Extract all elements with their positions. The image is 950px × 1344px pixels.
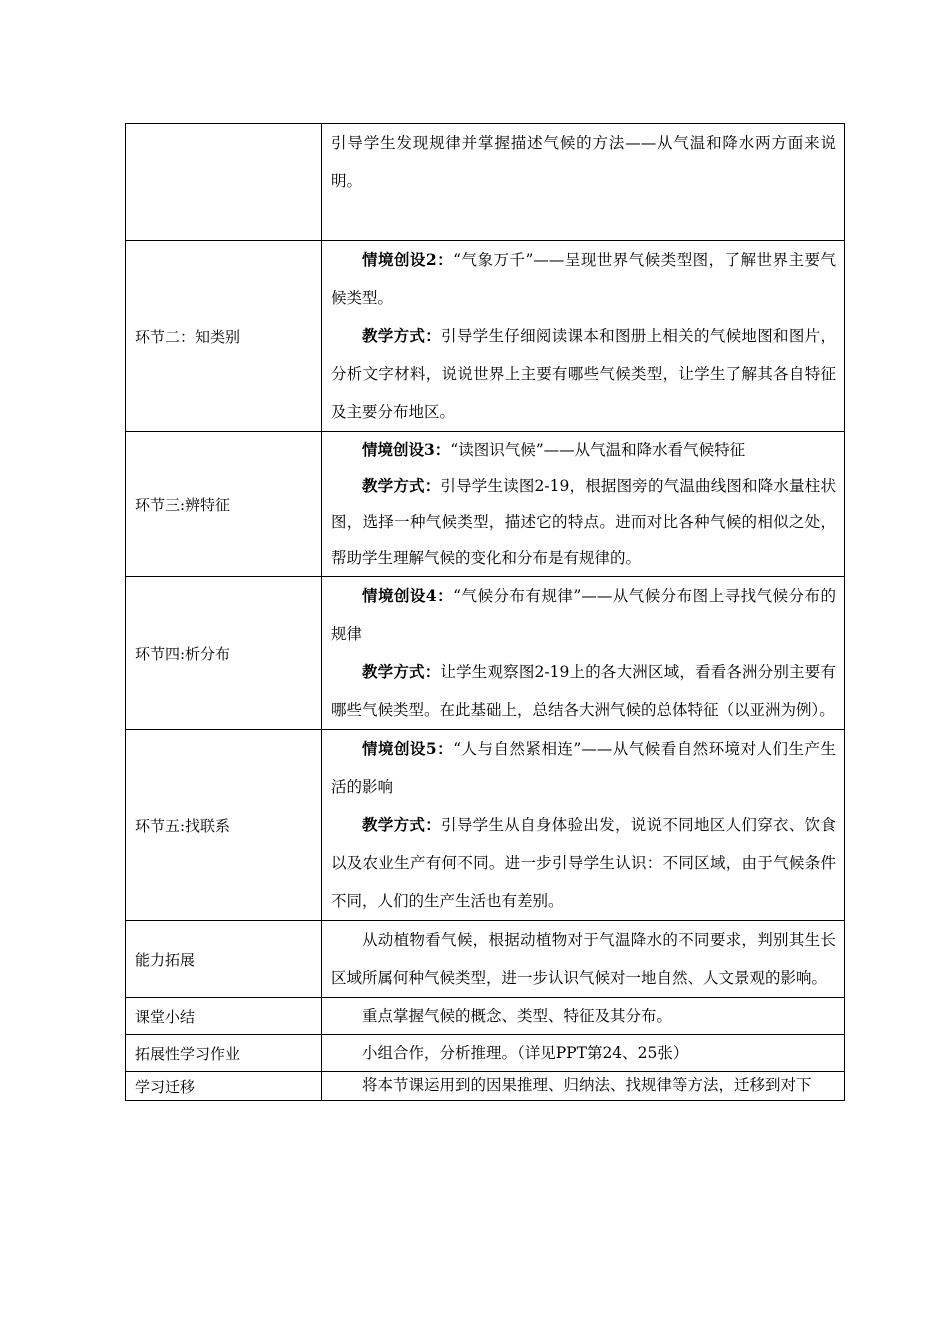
paragraph <box>331 653 836 729</box>
row-content <box>322 1072 845 1101</box>
paragraph-text: “读图识气候”——从气温和降水看气候特征 <box>450 441 746 459</box>
row-content <box>322 241 845 432</box>
paragraph <box>331 124 836 200</box>
row-label: 学习迁移 <box>126 1072 322 1101</box>
row-content <box>322 1035 845 1072</box>
paragraph-text: “气象万千”——呈现世界气候类型图，了解世界主要气候类型。 <box>331 251 836 307</box>
row-label: 课堂小结 <box>126 998 322 1035</box>
paragraph-heading: 教学方式： <box>362 476 441 495</box>
paragraph <box>331 1072 836 1098</box>
table-row <box>126 998 845 1035</box>
table-row <box>126 577 845 730</box>
row-content <box>322 432 845 577</box>
paragraph-text: 引导学生仔细阅读课本和图册上相关的气候地图和图片，分析文字材料，说说世界上主要有哪些气候类型，让学生了解其各自特征及主要分布地区。 <box>331 327 836 421</box>
row-content <box>322 730 845 921</box>
row-content <box>322 124 845 241</box>
paragraph-heading: 情境创设3： <box>362 440 451 459</box>
row-label: 环节四:析分布 <box>126 577 322 730</box>
paragraph <box>331 432 836 468</box>
paragraph-heading: 情境创设4： <box>362 586 454 605</box>
paragraph-heading: 教学方式： <box>362 815 442 834</box>
paragraph-text: 从动植物看气候，根据动植物对于气温降水的不同要求，判别其生长区域所属何种气候类型，进一步认识气候对一地自然、人文景观的影响。 <box>331 931 836 987</box>
paragraph <box>331 921 836 997</box>
paragraph <box>331 468 836 576</box>
paragraph-text: 引导学生发现规律并掌握描述气候的方法——从气温和降水两方面来说明。 <box>331 134 836 190</box>
paragraph <box>331 806 836 920</box>
table-row <box>126 730 845 921</box>
paragraph <box>331 241 836 317</box>
row-label: 拓展性学习作业 <box>126 1035 322 1072</box>
row-label: 能力拓展 <box>126 921 322 998</box>
paragraph-text: “人与自然紧相连”——从气候看自然环境对人们生产生活的影响 <box>331 740 836 796</box>
paragraph-heading: 教学方式： <box>362 326 442 345</box>
paragraph <box>331 577 836 653</box>
paragraph <box>331 730 836 806</box>
row-label: 环节五:找联系 <box>126 730 322 921</box>
lesson-plan-table <box>125 123 845 1101</box>
row-content <box>322 998 845 1035</box>
paragraph-heading: 情境创设5： <box>362 739 454 758</box>
row-content <box>322 921 845 998</box>
paragraph-text: “气候分布有规律”——从气候分布图上寻找气候分布的规律 <box>331 587 836 643</box>
paragraph-text: 让学生观察图2-19上的各大洲区域，看看各洲分别主要有哪些气候类型。在此基础上，总结各大洲气候的总体特征（以亚洲为例）。 <box>331 663 836 719</box>
paragraph-text: 将本节课运用到的因果推理、归纳法、找规律等方法，迁移到对下 <box>362 1076 812 1094</box>
row-label: 环节三:辨特征 <box>126 432 322 577</box>
row-label <box>126 124 322 241</box>
paragraph-heading: 教学方式： <box>362 662 441 681</box>
paragraph-text: 小组合作，分析推理。（详见PPT第24、25张） <box>362 1044 689 1062</box>
table-row <box>126 432 845 577</box>
table-row <box>126 921 845 998</box>
table-row <box>126 241 845 432</box>
paragraph-text: 引导学生从自身体验出发，说说不同地区人们穿衣、饮食以及农业生产有何不同。进一步引导学生认识：不同区域，由于气候条件不同，人们的生产生活也有差别。 <box>331 816 836 910</box>
table-row <box>126 1072 845 1101</box>
paragraph <box>331 1035 836 1071</box>
row-label: 环节二：知类别 <box>126 241 322 432</box>
paragraph-text: 重点掌握气候的概念、类型、特征及其分布。 <box>362 1007 673 1025</box>
paragraph-text: 引导学生读图2-19，根据图旁的气温曲线图和降水量柱状图，选择一种气候类型，描述它的特点。进而对比各种气候的相似之处，帮助学生理解气候的变化和分布是有规律的。 <box>331 477 836 567</box>
paragraph <box>331 317 836 431</box>
table-row <box>126 124 845 241</box>
table-row <box>126 1035 845 1072</box>
paragraph-heading: 情境创设2： <box>362 250 454 269</box>
row-content <box>322 577 845 730</box>
paragraph <box>331 998 836 1034</box>
